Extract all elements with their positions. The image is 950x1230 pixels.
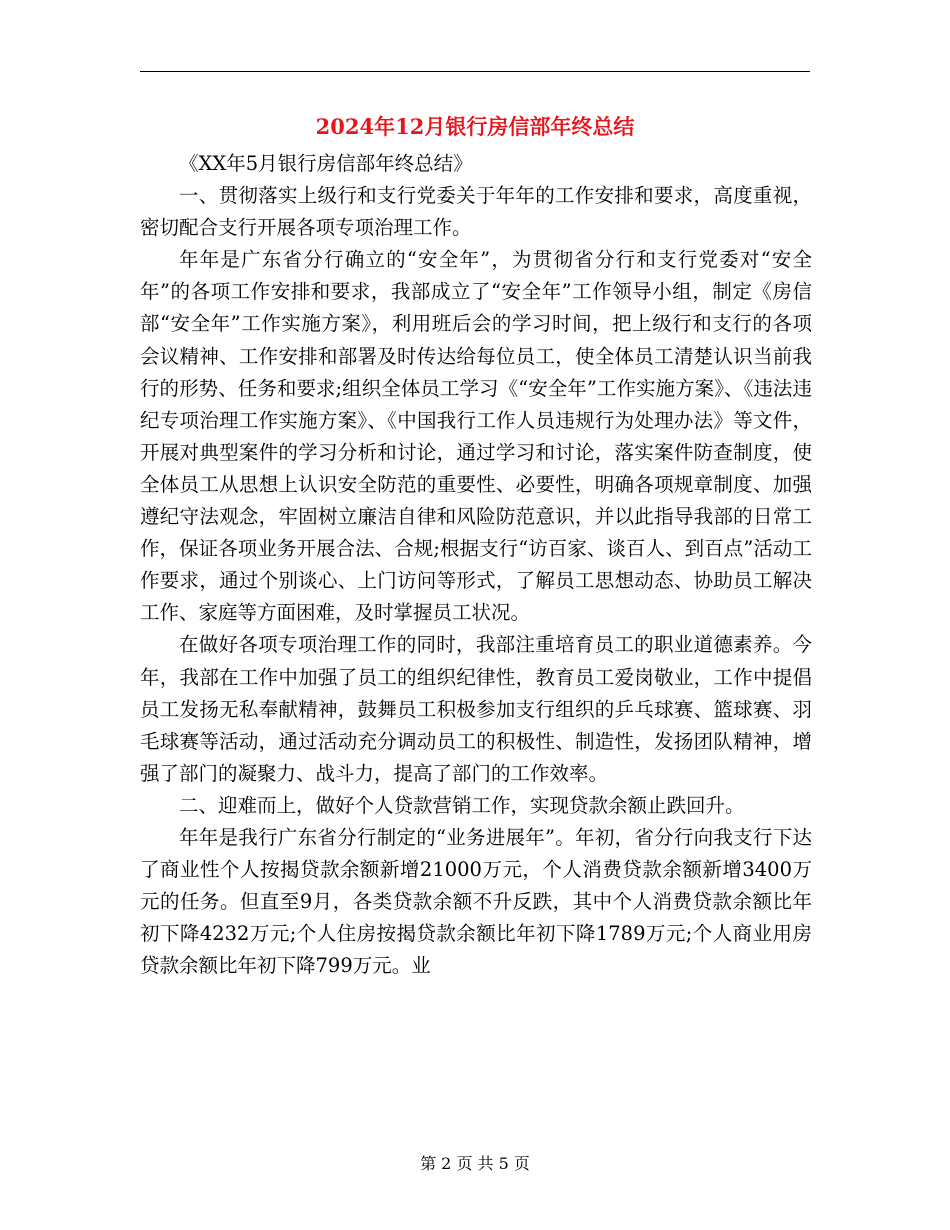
header-rule	[140, 71, 810, 72]
paragraph-safety-year: 年年是广东省分行确立的“安全年”，为贯彻省分行和支行党委对“安全年”的各项工作安排和要求，我部成立了“安全年”工作领导小组，制定《房信部“安全年”工作实施方案》，利用班后会的学习时间，把上级行和支行的各项会议精神、工作安排和部署及时传达给每位员工，使全体员工清楚认识当前我行的形势、任务和要求;组织全体员工学习《“安全年”工作实施方案》、《违法违纪专项治理工作实施方案》、《中国我行工作人员违规行为处理办法》等文件，开展对典型案件的学习分析和讨论，通过学习和讨论，落实案件防查制度，使全体员工从思想上认识安全防范的重要性、必要性，明确各项规章制度、加强遵纪守法观念，牢固树立廉洁自律和风险防范意识，并以此指导我部的日常工作，保证各项业务开展合法、合规;根据支行“访百家、谈百人、到百点”活动工作要求，通过个别谈心、上门访问等形式，了解员工思想动态、协助员工解决工作、家庭等方面困难，及时掌握员工状况。	[140, 248, 812, 625]
document-title: 2024年12月银行房信部年终总结	[315, 114, 635, 139]
document-body	[140, 148, 812, 982]
paragraph-loans: 年年是我行广东省分行制定的“业务进展年”。年初，省分行向我支行下达了商业性个人按揭贷款余额新增21000万元，个人消费贷款余额新增3400万元的任务。但直至9月，各类贷款余额不升反跌，其中个人消费贷款余额比年初下降4232万元;个人住房按揭贷款余额比年初下降1789万元;个人商业用房贷款余额比年初下降799万元。业	[140, 825, 812, 978]
paragraph-ethics: 在做好各项专项治理工作的同时，我部注重培育员工的职业道德素养。今年，我部在工作中加强了员工的组织纪律性，教育员工爱岗敬业，工作中提倡员工发扬无私奉献精神，鼓舞员工积极参加支行组织的乒乓球赛、篮球赛、羽毛球赛等活动，通过活动充分调动员工的积极性、制造性，发扬团队精神，增强了部门的凝聚力、战斗力，提高了部门的工作效率。	[140, 633, 812, 785]
paragraph-subtitle: 《XX年5月银行房信部年终总结》	[179, 152, 473, 175]
paragraph-section-1: 一、贯彻落实上级行和支行党委关于年年的工作安排和要求，高度重视，密切配合支行开展各项专项治理工作。	[140, 184, 812, 240]
page-number: 第 2 页 共 5 页	[420, 1154, 530, 1173]
paragraph-section-2: 二、迎难而上，做好个人贷款营销工作，实现贷款余额止跌回升。	[179, 793, 745, 817]
